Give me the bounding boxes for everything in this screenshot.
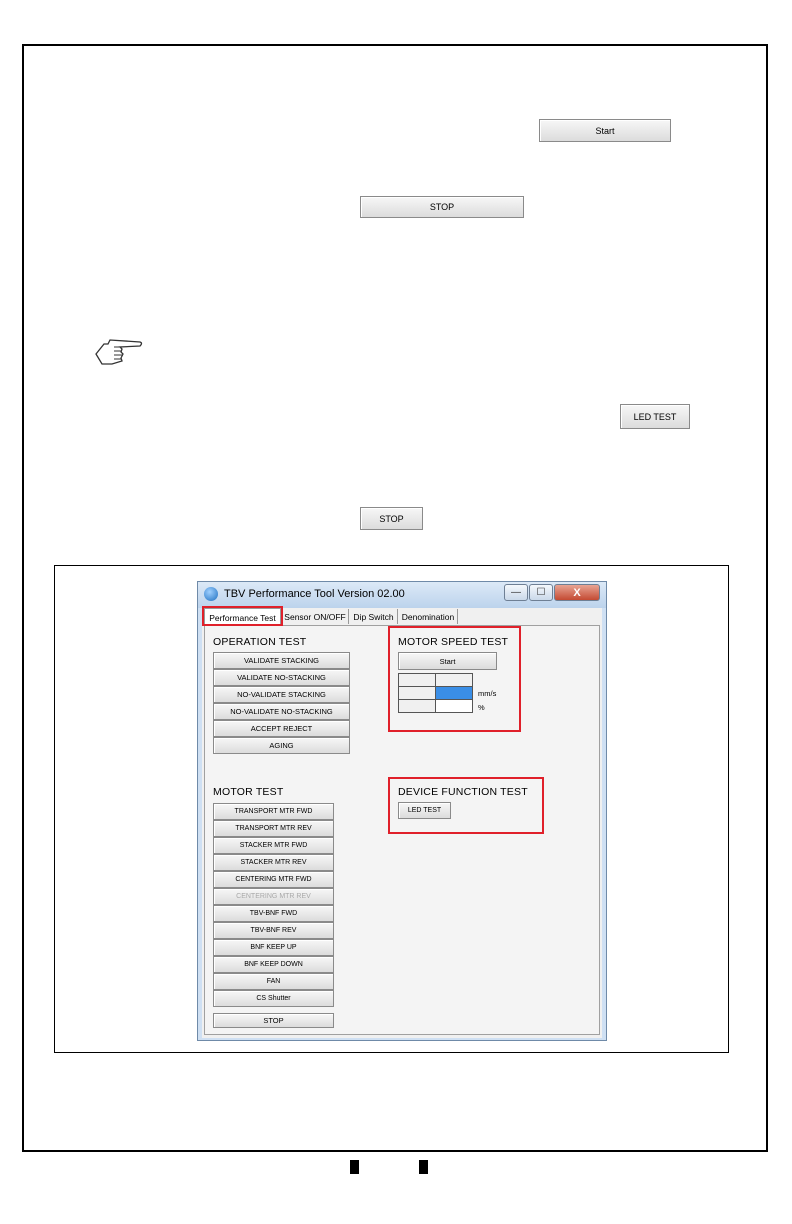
percent-unit-label: % <box>478 703 485 712</box>
doc-led-test-button[interactable]: LED TEST <box>620 404 690 429</box>
footer-mark-left <box>350 1160 359 1174</box>
transport-mtr-fwd-button[interactable]: TRANSPORT MTR FWD <box>213 803 334 820</box>
tab-performance-test[interactable]: Performance Test <box>204 608 281 626</box>
bnf-keep-up-button[interactable]: BNF KEEP UP <box>213 939 334 956</box>
percent-label-cell <box>398 699 436 713</box>
no-validate-stacking-button[interactable]: NO-VALIDATE STACKING <box>213 686 350 703</box>
app-icon <box>204 587 218 601</box>
close-button[interactable]: X <box>554 584 600 601</box>
cs-shutter-button[interactable]: CS Shutter <box>213 990 334 1007</box>
percent-value-cell[interactable] <box>435 699 473 713</box>
device-function-test-header: DEVICE FUNCTION TEST <box>398 786 528 798</box>
validate-stacking-button[interactable]: VALIDATE STACKING <box>213 652 350 669</box>
speed-label-cell-2 <box>398 686 436 700</box>
motor-stop-button[interactable]: STOP <box>213 1013 334 1028</box>
minimize-button[interactable]: — <box>504 584 528 601</box>
window-client <box>202 608 602 1038</box>
speed-value-cell-selected[interactable] <box>435 686 473 700</box>
doc-stop-button[interactable]: STOP <box>360 196 524 218</box>
bnf-keep-down-button[interactable]: BNF KEEP DOWN <box>213 956 334 973</box>
active-tab-highlight <box>202 606 283 626</box>
tbv-bnf-fwd-button[interactable]: TBV-BNF FWD <box>213 905 334 922</box>
speed-label-cell-1 <box>398 673 436 687</box>
window-title: TBV Performance Tool Version 02.00 <box>224 588 405 600</box>
centering-mtr-fwd-button[interactable]: CENTERING MTR FWD <box>213 871 334 888</box>
doc-stop-button-2[interactable]: STOP <box>360 507 423 530</box>
motor-test-header: MOTOR TEST <box>213 786 284 798</box>
stacker-mtr-fwd-button[interactable]: STACKER MTR FWD <box>213 837 334 854</box>
no-validate-no-stacking-button[interactable]: NO-VALIDATE NO-STACKING <box>213 703 350 720</box>
speed-unit-label: mm/s <box>478 689 497 698</box>
fan-button[interactable]: FAN <box>213 973 334 990</box>
stacker-mtr-rev-button[interactable]: STACKER MTR REV <box>213 854 334 871</box>
centering-mtr-rev-button: CENTERING MTR REV <box>213 888 334 905</box>
motor-speed-start-button[interactable]: Start <box>398 652 497 670</box>
app-window <box>197 581 607 1041</box>
tbv-bnf-rev-button[interactable]: TBV-BNF REV <box>213 922 334 939</box>
led-test-button[interactable]: LED TEST <box>398 802 451 819</box>
maximize-button[interactable]: ☐ <box>529 584 553 601</box>
pointing-hand-icon <box>92 332 144 368</box>
validate-no-stacking-button[interactable]: VALIDATE NO-STACKING <box>213 669 350 686</box>
aging-button[interactable]: AGING <box>213 737 350 754</box>
tab-dip-switch[interactable]: Dip Switch <box>350 609 398 624</box>
tab-denomination[interactable]: Denomination <box>399 609 458 624</box>
doc-start-button[interactable]: Start <box>539 119 671 142</box>
motor-speed-test-header: MOTOR SPEED TEST <box>398 636 509 648</box>
accept-reject-button[interactable]: ACCEPT REJECT <box>213 720 350 737</box>
transport-mtr-rev-button[interactable]: TRANSPORT MTR REV <box>213 820 334 837</box>
speed-value-cell-1 <box>435 673 473 687</box>
title-bar <box>198 582 606 608</box>
footer-mark-right <box>419 1160 428 1174</box>
tab-sensor-on-off[interactable]: Sensor ON/OFF <box>282 609 349 624</box>
operation-test-header: OPERATION TEST <box>213 636 307 648</box>
performance-test-panel <box>204 625 600 1035</box>
